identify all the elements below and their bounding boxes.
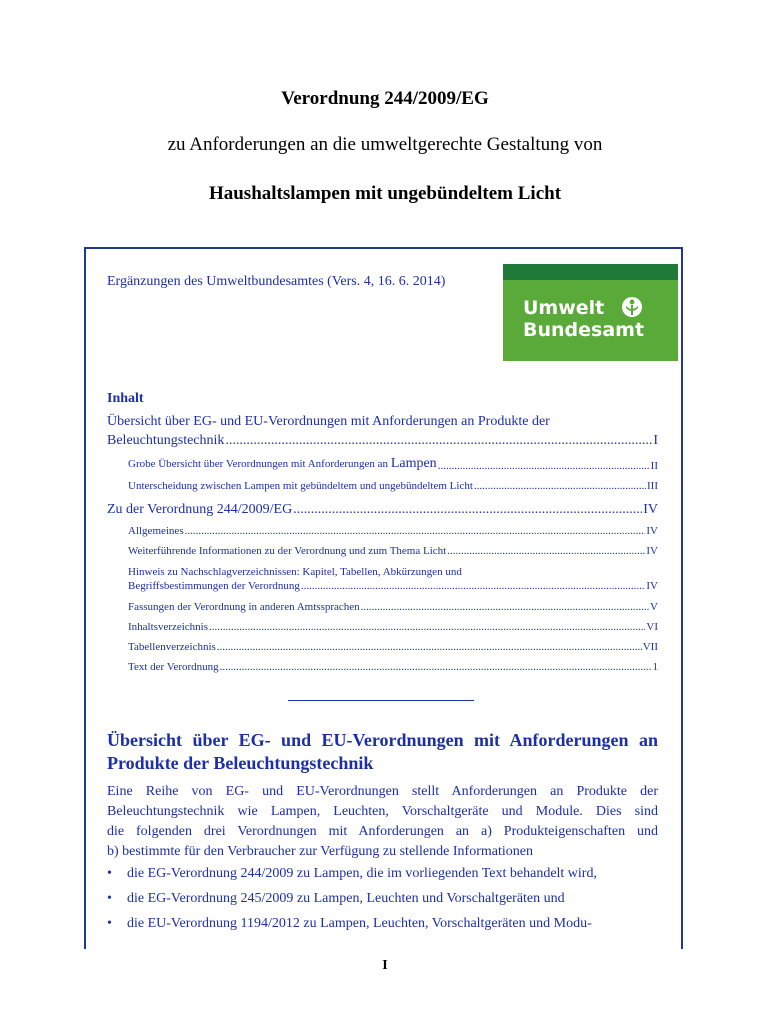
toc-entry-label: Fassungen der Verordnung in anderen Amtssprachen	[128, 601, 360, 613]
umweltbundesamt-logo	[503, 264, 678, 361]
toc-entry-page: IV	[646, 545, 658, 557]
toc-entry-label: Text der Verordnung	[128, 661, 219, 673]
toc-leader	[225, 433, 652, 449]
list-item-text: die EG-Verordnung 245/2009 zu Lampen, Leuchten und Vorschaltgeräten und	[127, 891, 565, 906]
document-subtitle: zu Anforderungen an die umweltgerechte Gestaltung von	[167, 134, 603, 155]
toc-entry[interactable]	[128, 601, 658, 613]
toc-entry-label: Weiterführende Informationen zu der Verordnung und zum Thema Licht	[128, 545, 447, 557]
paragraph-line: die folgenden drei Verordnungen mit Anforderungen an a) Produkteigenschaften und	[107, 824, 658, 839]
toc-leader	[209, 621, 645, 633]
toc-entry[interactable]	[128, 545, 658, 557]
toc-leader	[301, 580, 645, 592]
toc-entry-label: Grobe Übersicht über Verordnungen mit Anforderungen an Lampen	[128, 456, 437, 471]
toc-entry-page: I	[653, 433, 658, 448]
toc-entry[interactable]	[128, 480, 658, 492]
toc-leader	[217, 641, 642, 653]
bullet-icon: •	[107, 916, 112, 931]
bullet-icon: •	[107, 866, 112, 881]
toc-entry[interactable]	[128, 580, 658, 592]
toc-entry-page: IV	[643, 502, 658, 517]
toc-entry[interactable]	[107, 502, 658, 518]
section-divider	[288, 700, 474, 701]
uba-person-icon	[621, 296, 643, 318]
toc-entry-page: IV	[646, 525, 658, 537]
paragraph-line: Eine Reihe von EG- und EU-Verordnungen stellt Anforderungen an Produkte der	[107, 784, 658, 799]
logo-line-2: Bundesamt	[523, 319, 645, 341]
list-item-text: die EG-Verordnung 244/2009 zu Lampen, die im vorliegenden Text behandelt wird,	[127, 866, 597, 881]
toc-entry[interactable]	[128, 661, 658, 673]
toc-entry-page: II	[650, 460, 658, 472]
section-heading: Übersicht über EG- und EU-Verordnungen mit Anforderungen an Produkte der Beleuchtungstechnik	[107, 730, 658, 773]
toc-entry-label: Tabellenverzeichnis	[128, 641, 216, 653]
toc-entry-page: V	[650, 601, 658, 613]
toc-entry-page: 1	[652, 661, 658, 673]
toc-entry-label: Begriffsbestimmungen der Verordnung	[128, 580, 300, 592]
toc-leader	[438, 460, 650, 472]
toc-leader	[361, 601, 649, 613]
toc-entry[interactable]	[128, 641, 658, 653]
toc-entry-label: Beleuchtungstechnik	[107, 433, 225, 448]
list-item	[107, 866, 658, 882]
toc-entry[interactable]	[128, 456, 658, 472]
toc-entry-label: Zu der Verordnung 244/2009/EG	[107, 502, 293, 517]
toc-leader	[220, 661, 652, 673]
toc-entry[interactable]	[107, 433, 658, 449]
toc-entry-page: III	[647, 480, 658, 492]
list-item	[107, 916, 658, 932]
section-paragraph	[107, 782, 658, 862]
toc-entry[interactable]	[128, 621, 658, 633]
document-title: Verordnung 244/2009/EG	[281, 88, 489, 109]
paragraph-line: b) bestimmte für den Verbraucher zur Verfügung zu stellende Informationen	[107, 844, 533, 859]
toc-leader	[474, 480, 646, 492]
toc-entry[interactable]	[128, 525, 658, 537]
bullet-icon: •	[107, 891, 112, 906]
list-item-text: die EU-Verordnung 1194/2012 zu Lampen, Leuchten, Vorschaltgeräten und Modu-	[127, 916, 592, 931]
paragraph-line: Beleuchtungstechnik wie Lampen, Leuchten, Vorschaltgeräte und Module. Dies sind	[107, 804, 658, 819]
supplement-note: Ergänzungen des Umweltbundesamtes (Vers. 4, 16. 6. 2014)	[107, 274, 446, 289]
document-subject: Haushaltslampen mit ungebündeltem Licht	[208, 183, 562, 204]
toc-leader	[185, 525, 646, 537]
toc-entry-page: IV	[646, 580, 658, 592]
toc-heading: Inhalt	[107, 391, 144, 406]
toc-entry-page: VI	[646, 621, 658, 633]
toc-entry-page: VII	[642, 641, 658, 653]
toc-entry-label-line[interactable]: Hinweis zu Nachschlagverzeichnissen: Kapitel, Tabellen, Abkürzungen und	[128, 566, 462, 578]
toc-entry-label: Inhaltsverzeichnis	[128, 621, 209, 633]
toc-entry-label-line[interactable]: Übersicht über EG- und EU-Verordnungen mit Anforderungen an Produkte der	[107, 414, 550, 429]
logo-line-1: Umwelt	[523, 297, 605, 319]
toc-entry-label: Allgemeines	[128, 525, 184, 537]
page-number: I	[382, 958, 388, 973]
toc-entry-label: Unterscheidung zwischen Lampen mit gebündeltem und ungebündeltem Licht	[128, 480, 473, 492]
list-item	[107, 891, 658, 907]
toc-leader	[293, 502, 642, 518]
toc-leader	[447, 545, 645, 557]
